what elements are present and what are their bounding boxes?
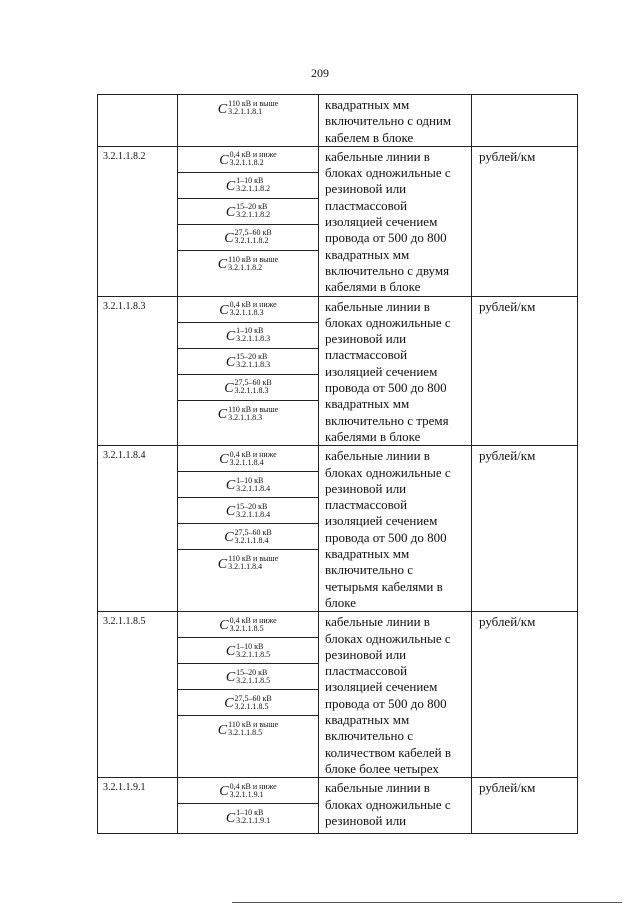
cost-symbol (178, 804, 318, 830)
voltage-superscript: 1–10 кВ (236, 641, 264, 651)
code-subscript: 3.2.1.1.9.1 (236, 816, 271, 826)
code-subscript: 3.2.1.1.8.4 (236, 483, 271, 493)
row-code: 3.2.1.1.8.3 (98, 296, 178, 446)
symbol-cell (178, 446, 319, 612)
row-code (98, 95, 178, 147)
row-code: 3.2.1.1.8.5 (98, 612, 178, 778)
voltage-superscript: 0,4 кВ и ниже (229, 300, 277, 310)
voltage-superscript: 110 кВ и выше (228, 554, 279, 564)
code-subscript: 3.2.1.1.8.5 (236, 675, 271, 685)
voltage-superscript: 15–20 кВ (236, 202, 268, 212)
cost-symbol (178, 524, 318, 550)
row-code: 3.2.1.1.8.2 (98, 146, 178, 296)
symbol-letter: C (225, 810, 236, 826)
table-row (98, 95, 578, 147)
symbol-letter: C (219, 152, 229, 168)
cost-symbol (178, 498, 318, 524)
cost-symbol (178, 199, 318, 225)
row-code: 3.2.1.1.8.4 (98, 446, 178, 612)
symbol-letter: C (225, 178, 236, 194)
row-description: квадратных мм включительно с одним кабелем в блоке (319, 95, 472, 147)
cost-symbol (178, 446, 318, 472)
cost-symbol (178, 638, 318, 664)
voltage-superscript: 110 кВ и выше (228, 404, 279, 414)
cost-symbol (178, 472, 318, 498)
row-unit: рублей/км (472, 612, 578, 778)
symbol-letter: C (225, 670, 236, 686)
symbol-letter: C (225, 644, 236, 660)
voltage-superscript: 110 кВ и выше (228, 720, 279, 730)
voltage-superscript: 27,5–60 кВ (234, 228, 272, 238)
table-row (98, 446, 578, 612)
row-unit: рублей/км (472, 446, 578, 612)
table-row (98, 778, 578, 834)
row-description: кабельные линии в блоках одножильные с резиновой или пластмассовой изоляцией сечением провода от 500 до 800 квадратных мм включительно с четырьмя кабелями в блоке (319, 446, 472, 612)
symbol-cell (178, 612, 319, 778)
code-subscript: 3.2.1.1.8.3 (234, 386, 269, 396)
symbol-letter: C (217, 101, 228, 117)
cost-symbol (178, 690, 318, 716)
voltage-superscript: 15–20 кВ (236, 667, 268, 677)
table-row (98, 296, 578, 446)
cost-symbol (178, 550, 318, 576)
symbol-cell (178, 296, 319, 446)
symbol-letter: C (224, 696, 234, 712)
cost-symbol (178, 349, 318, 375)
code-subscript: 3.2.1.1.8.4 (228, 562, 263, 572)
voltage-superscript: 27,5–60 кВ (234, 527, 272, 537)
code-subscript: 3.2.1.1.8.4 (236, 509, 271, 519)
table-row (98, 146, 578, 296)
cost-symbol (178, 401, 318, 427)
voltage-superscript: 1–10 кВ (236, 326, 264, 336)
row-description: кабельные линии в блоках одножильные с резиновой или (319, 778, 472, 834)
cost-symbol (178, 297, 318, 323)
voltage-superscript: 110 кВ и выше (228, 254, 279, 264)
voltage-superscript: 110 кВ и выше (228, 99, 279, 108)
cost-symbol (178, 664, 318, 690)
row-description: кабельные линии в блоках одножильные с резиновой или пластмассовой изоляцией сечением провода от 500 до 800 квадратных мм включительно с тремя кабелями в блоке (319, 296, 472, 446)
bottom-scan-rule (232, 902, 622, 903)
code-subscript: 3.2.1.1.8.5 (228, 728, 263, 738)
symbol-letter: C (224, 380, 234, 396)
voltage-superscript: 0,4 кВ и ниже (229, 781, 277, 791)
code-subscript: 3.2.1.1.8.5 (236, 649, 271, 659)
voltage-superscript: 1–10 кВ (236, 808, 264, 818)
symbol-letter: C (225, 354, 236, 370)
voltage-superscript: 1–10 кВ (236, 176, 264, 186)
symbol-cell (178, 146, 319, 296)
code-subscript: 3.2.1.1.8.2 (236, 184, 271, 194)
code-subscript: 3.2.1.1.8.5 (234, 701, 269, 711)
voltage-superscript: 15–20 кВ (236, 501, 268, 511)
voltage-superscript: 0,4 кВ и ниже (229, 150, 277, 160)
row-unit (472, 95, 578, 147)
row-unit: рублей/км (472, 296, 578, 446)
code-subscript: 3.2.1.1.8.3 (236, 334, 271, 344)
row-unit: рублей/км (472, 146, 578, 296)
code-subscript: 3.2.1.1.8.2 (236, 210, 271, 220)
code-subscript: 3.2.1.1.8.4 (234, 535, 269, 545)
symbol-letter: C (224, 530, 234, 546)
symbol-letter: C (219, 302, 229, 318)
voltage-superscript: 0,4 кВ и ниже (229, 615, 277, 625)
row-code: 3.2.1.1.9.1 (98, 778, 178, 834)
page-number: 209 (311, 66, 329, 80)
symbol-cell (178, 95, 319, 147)
symbol-letter: C (217, 407, 228, 423)
cost-symbol (178, 612, 318, 638)
symbol-letter: C (225, 328, 236, 344)
cost-symbol (178, 716, 318, 742)
symbol-letter: C (217, 556, 228, 572)
cost-symbol (178, 147, 318, 173)
code-subscript: 3.2.1.1.8.2 (229, 158, 264, 168)
symbol-letter: C (219, 618, 229, 634)
table-row (98, 612, 578, 778)
voltage-superscript: 27,5–60 кВ (234, 378, 272, 388)
code-subscript: 3.2.1.1.8.3 (229, 308, 264, 318)
symbol-letter: C (225, 204, 236, 220)
code-subscript: 3.2.1.1.8.3 (228, 412, 263, 422)
symbol-letter: C (224, 230, 234, 246)
voltage-superscript: 1–10 кВ (236, 475, 264, 485)
code-subscript: 3.2.1.1.8.2 (234, 236, 269, 246)
symbol-letter: C (219, 784, 229, 800)
row-description: кабельные линии в блоках одножильные с резиновой или пластмассовой изоляцией сечением провода от 500 до 800 квадратных мм включительно с двумя кабелями в блоке (319, 146, 472, 296)
voltage-superscript: 27,5–60 кВ (234, 693, 272, 703)
code-subscript: 3.2.1.1.8.5 (229, 623, 264, 633)
code-subscript: 3.2.1.1.8.4 (229, 457, 264, 467)
symbol-cell (178, 778, 319, 834)
cost-symbol (178, 225, 318, 251)
code-subscript: 3.2.1.1.8.2 (228, 262, 263, 272)
row-unit: рублей/км (472, 778, 578, 834)
cost-symbol (178, 778, 318, 804)
code-subscript: 3.2.1.1.8.3 (236, 360, 271, 370)
row-description: кабельные линии в блоках одножильные с резиновой или пластмассовой изоляцией сечением провода от 500 до 800 квадратных мм включительно с количеством кабелей в блоке более четырех (319, 612, 472, 778)
rates-table (97, 94, 578, 834)
voltage-superscript: 0,4 кВ и ниже (229, 449, 277, 459)
cost-symbol (178, 95, 318, 121)
cost-symbol (178, 173, 318, 199)
symbol-letter: C (217, 722, 228, 738)
cost-symbol (178, 375, 318, 401)
symbol-letter: C (225, 478, 236, 494)
cost-symbol (178, 323, 318, 349)
symbol-letter: C (225, 504, 236, 520)
symbol-letter: C (219, 452, 229, 468)
symbol-letter: C (217, 257, 228, 273)
cost-symbol (178, 251, 318, 277)
code-subscript: 3.2.1.1.8.1 (228, 107, 263, 116)
voltage-superscript: 15–20 кВ (236, 352, 268, 362)
code-subscript: 3.2.1.1.9.1 (229, 789, 264, 799)
